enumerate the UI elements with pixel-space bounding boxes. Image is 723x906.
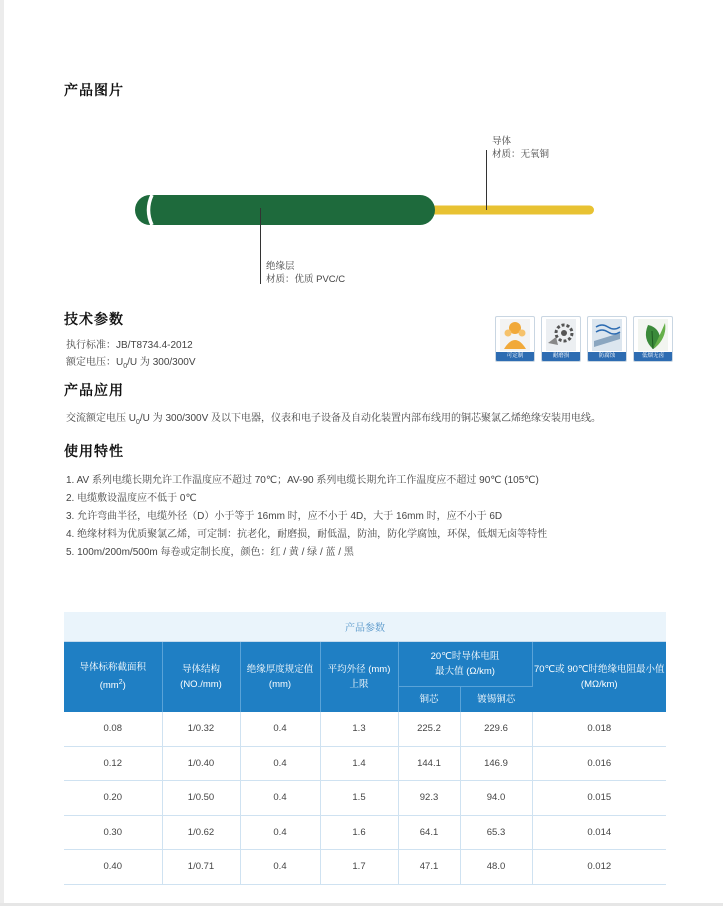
table-row — [64, 850, 666, 885]
section-title-tech-params: 技术参数 — [64, 311, 124, 327]
table-caption-row — [64, 612, 666, 642]
cell-copper: 64.1 — [398, 815, 460, 850]
conductor-label: 导体 — [492, 136, 512, 147]
tech-voltage-sub: 0 — [123, 363, 128, 370]
cell-thickness: 0.4 — [240, 781, 320, 816]
cable-insulation — [135, 195, 435, 225]
header-structure-label: 导体结构 — [181, 664, 220, 675]
header-area-unit-sup: 2 — [118, 679, 123, 687]
cell-area: 0.12 — [64, 746, 162, 781]
cell-copper: 144.1 — [398, 746, 460, 781]
corrosion-resistant-icon — [587, 316, 627, 362]
insulation-pointer-line — [260, 208, 261, 284]
cable-conductor — [420, 206, 594, 215]
low-smoke-halogen-free-caption: 低烟无卤 — [634, 352, 672, 361]
header-structure — [162, 642, 240, 713]
application-prefix: 交流额定电压 U — [66, 413, 136, 424]
tech-standard: 执行标准：JB/T8734.4-2012 — [66, 340, 193, 351]
customizable-icon — [495, 316, 535, 362]
cell-tinned: 65.3 — [460, 815, 532, 850]
cell-area: 0.30 — [64, 815, 162, 850]
table-row — [64, 815, 666, 850]
conductor-material: 材质：无氧铜 — [492, 149, 550, 160]
insulation-label: 绝缘层 — [266, 261, 295, 272]
table-header-row — [64, 642, 666, 687]
table-caption: 产品参数 — [64, 612, 666, 642]
header-area-label: 导体标称截面积 — [79, 662, 146, 674]
application-text — [66, 409, 601, 426]
section-title-application: 产品应用 — [64, 382, 124, 398]
section-title-product-image: 产品图片 — [64, 82, 124, 98]
tech-voltage-suffix: /U 为 300/300V — [127, 357, 196, 368]
cell-diameter: 1.3 — [320, 712, 398, 746]
cell-structure: 1/0.32 — [162, 712, 240, 746]
cell-insulation-resistance: 0.018 — [532, 712, 666, 746]
conductor-pointer-line — [486, 150, 487, 210]
cell-diameter: 1.4 — [320, 746, 398, 781]
header-resistance — [398, 642, 532, 687]
corrosion-resistant-caption: 防腐蚀 — [588, 352, 626, 361]
cell-copper: 225.2 — [398, 712, 460, 746]
header-thickness-label: 绝缘厚度规定值 — [246, 664, 314, 675]
cell-tinned: 229.6 — [460, 712, 532, 746]
cell-diameter: 1.5 — [320, 781, 398, 816]
header-structure-unit: (NO./mm) — [180, 679, 222, 690]
cell-area: 0.40 — [64, 850, 162, 885]
cell-structure: 1/0.50 — [162, 781, 240, 816]
cell-insulation-resistance: 0.015 — [532, 781, 666, 816]
feature-item-2: 2. 电缆敷设温度应不低于 0℃ — [66, 493, 197, 504]
feature-item-5: 5. 100m/200m/500m 每卷或定制长度，颜色：红 / 黄 / 绿 / 蓝 / 黑 — [66, 547, 354, 558]
tech-voltage — [66, 353, 196, 370]
tech-voltage-prefix: 额定电压：U — [66, 357, 124, 368]
cell-copper: 47.1 — [398, 850, 460, 885]
header-insulation-resistance-unit: (MΩ/km) — [580, 679, 618, 690]
wear-resistant-icon — [541, 316, 581, 362]
cell-tinned: 94.0 — [460, 781, 532, 816]
customizable-caption: 可定制 — [496, 352, 534, 361]
header-insulation-resistance — [532, 642, 666, 713]
header-diameter-unit: 上限 — [349, 679, 369, 690]
header-insulation-resistance-label: 70℃或 90℃时绝缘电阻最小值 — [533, 664, 665, 675]
cell-thickness: 0.4 — [240, 746, 320, 781]
application-suffix: /U 为 300/300V 及以下电器，仪表和电子设备及自动化装置内部布线用的铜芯聚氯乙烯绝缘安装用电线。 — [139, 413, 602, 424]
cell-structure: 1/0.71 — [162, 850, 240, 885]
table-row — [64, 712, 666, 746]
header-area — [64, 642, 162, 713]
header-resistance-line1: 20℃时导体电阻 — [430, 651, 500, 662]
cell-thickness: 0.4 — [240, 850, 320, 885]
cell-tinned: 146.9 — [460, 746, 532, 781]
insulation-material: 材质：优质 PVC/C — [266, 274, 346, 285]
insulation-callout — [266, 260, 345, 286]
cell-copper: 92.3 — [398, 781, 460, 816]
header-diameter — [320, 642, 398, 713]
cell-structure: 1/0.62 — [162, 815, 240, 850]
wear-resistant-caption: 耐磨损 — [542, 352, 580, 361]
cell-insulation-resistance: 0.012 — [532, 850, 666, 885]
cell-insulation-resistance: 0.016 — [532, 746, 666, 781]
header-resistance-line2: 最大值 (Ω/km) — [435, 666, 495, 677]
feature-icons — [495, 316, 673, 362]
header-diameter-label: 平均外径 (mm) — [327, 664, 391, 675]
feature-item-3: 3. 允许弯曲半径，电缆外径（D）小于等于 16mm 时，应不小于 4D，大于 16mm 时，应不小于 6D — [66, 511, 503, 522]
cell-diameter: 1.6 — [320, 815, 398, 850]
header-copper: 铜芯 — [398, 687, 460, 713]
cell-insulation-resistance: 0.014 — [532, 815, 666, 850]
cell-area: 0.08 — [64, 712, 162, 746]
header-thickness-unit: (mm) — [268, 679, 292, 690]
section-title-features: 使用特性 — [64, 443, 124, 459]
conductor-callout — [492, 135, 549, 161]
header-tinned: 镀锡铜芯 — [460, 687, 532, 713]
cell-diameter: 1.7 — [320, 850, 398, 885]
cell-tinned: 48.0 — [460, 850, 532, 885]
header-area-unit-prefix: (mm — [99, 680, 119, 692]
header-area-unit-suffix: ) — [122, 680, 126, 692]
cell-thickness: 0.4 — [240, 815, 320, 850]
feature-item-4: 4. 绝缘材料为优质聚氯乙烯，可定制：抗老化，耐磨损，耐低温，防油，防化学腐蚀，环保，低烟无卤等特性 — [66, 529, 548, 540]
page-left-border — [0, 0, 4, 906]
cable-diagram — [130, 190, 610, 230]
application-sub: 0 — [136, 419, 140, 426]
table-row — [64, 746, 666, 781]
low-smoke-halogen-free-icon — [633, 316, 673, 362]
feature-item-1: 1. AV 系列电缆长期允许工作温度应不超过 70℃；AV-90 系列电缆长期允许工作温度应不超过 90℃ (105℃) — [66, 475, 539, 486]
header-thickness — [240, 642, 320, 713]
cell-structure: 1/0.40 — [162, 746, 240, 781]
product-parameter-table — [64, 612, 666, 885]
header-area-unit — [65, 675, 161, 693]
table-row — [64, 781, 666, 816]
cell-thickness: 0.4 — [240, 712, 320, 746]
cell-area: 0.20 — [64, 781, 162, 816]
